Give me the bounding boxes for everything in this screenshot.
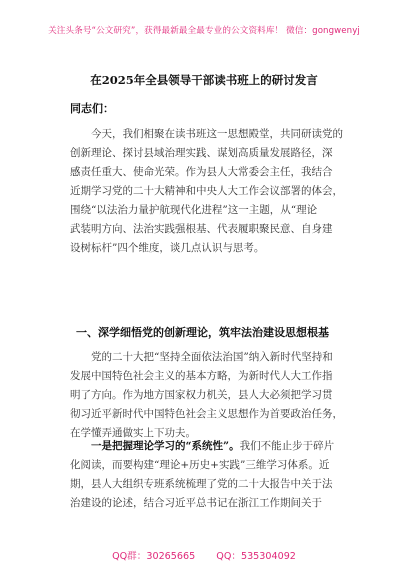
document-title: 在2025年全县领导干部读书班上的研讨发言 <box>90 73 318 87</box>
section1-paragraph <box>70 348 350 443</box>
paragraph-line: 治建设的论述，结合习近平总书记在浙江工作期间关于 <box>70 497 322 509</box>
point1-lead-rest: 我们不能止步于碎片 <box>239 440 335 452</box>
header-promo-text: 关注头条号“公文研究”，获得最新最全最专业的公文资料库！ 微信：gongwenyj <box>48 26 360 36</box>
paragraph-line: 在学懂弄通做实上下功夫。 <box>70 427 196 439</box>
footer-qq-group: QQ群：30265665 <box>112 551 196 562</box>
paragraph-line: 创新理论、探讨县域治理实践、谋划高质量发展路径，深 <box>70 147 333 159</box>
paragraph-line: 今天，我们相聚在读书班这一思想殿堂，共同研读党的 <box>91 128 343 140</box>
paragraph-line: 设树标杆”四个维度，谈几点认识与思考。 <box>70 242 265 254</box>
footer-qq-number: QQ：535304092 <box>216 551 296 562</box>
paragraph-line <box>70 437 350 456</box>
point1-paragraph <box>70 437 350 513</box>
paragraph-line: 围绕“以法治力量护航现代化进程”这一主题，从“理论 <box>70 204 318 216</box>
paragraph-line: 武装明方向、法治实践强根基、代表履职聚民意、自身建 <box>70 223 333 235</box>
footer-contact <box>0 548 408 562</box>
intro-paragraph <box>70 125 350 258</box>
paragraph-line: 化阅读，而要构建“理论+历史+实践”三维学习体系。近 <box>70 459 330 471</box>
paragraph-line: 明了方向。作为地方国家权力机关，县人大必须把学习贯 <box>70 389 333 401</box>
paragraph-line: 党的二十大把“坚持全面依法治国”纳入新时代坚持和 <box>91 351 333 363</box>
paragraph-line: 感责任重大、使命光荣。作为县人大常委会主任，我结合 <box>70 166 333 178</box>
salutation: 同志们： <box>70 102 114 115</box>
paragraph-line: 期，县人大组织专班系统梳理了党的二十大报告中关于法 <box>70 478 333 490</box>
paragraph-line: 彻习近平新时代中国特色社会主义思想作为首要政治任务， <box>70 408 343 420</box>
point1-bold-lead: 一是把握理论学习的“系统性”。 <box>91 440 240 452</box>
paragraph-line: 近期学习党的二十大精神和中央人大工作会议部署的体会， <box>70 185 343 197</box>
section-heading: 一、深学细悟党的创新理论，筑牢法治建设思想根基 <box>76 326 329 339</box>
paragraph-line: 发展中国特色社会主义的基本方略，为新时代人大工作指 <box>70 370 333 382</box>
